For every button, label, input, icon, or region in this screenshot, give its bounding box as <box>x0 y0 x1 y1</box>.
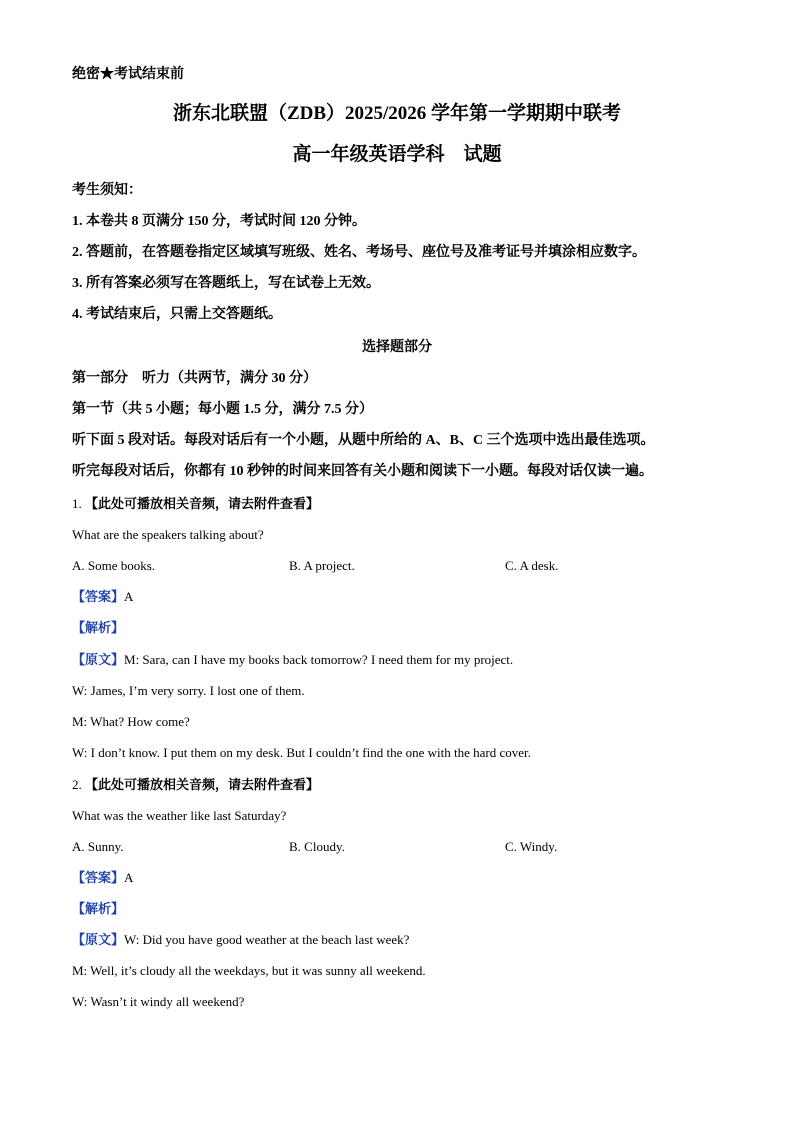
question-text: What are the speakers talking about? <box>72 527 264 542</box>
instruction: 听下面 5 段对话。每段对话后有一个小题，从题中所给的 A、B、C 三个选项中选出最佳选项。 <box>72 433 655 448</box>
transcript-line: W: James, I’m very sorry. I lost one of them. <box>72 683 305 698</box>
secret-label: 绝密★考试结束前 <box>72 67 184 82</box>
transcript-text: M: Sara, can I have my books back tomorrow? I need them for my project. <box>124 652 514 667</box>
answer-tag: 【答案】 <box>72 589 125 604</box>
transcript-line: W: I don’t know. I put them on my desk. But I couldn’t find the one with the hard cover. <box>72 745 531 760</box>
question-header <box>72 495 319 513</box>
notice-item: 2. 答题前，在答题卷指定区域填写班级、姓名、考场号、座位号及准考证号并填涂相应数字。 <box>72 245 646 260</box>
question-number: 2. <box>72 777 82 792</box>
subsection-heading: 第一节（共 5 小题；每小题 1.5 分，满分 7.5 分） <box>72 402 373 417</box>
question-number: 1. <box>72 496 82 511</box>
option-c: C. Windy. <box>505 839 558 854</box>
exam-title: 浙东北联盟（ZDB）2025/2026 学年第一学期期中联考 <box>172 103 622 124</box>
notice-item: 3. 所有答案必须写在答题纸上，写在试卷上无效。 <box>72 276 380 291</box>
option-b: B. A project. <box>289 558 355 573</box>
section-title: 选择题部分 <box>362 340 432 355</box>
transcript-text: W: Did you have good weather at the beach last week? <box>124 932 410 947</box>
transcript-line <box>72 651 513 669</box>
option-b: B. Cloudy. <box>289 839 345 854</box>
transcript-line: M: Well, it’s cloudy all the weekdays, but it was sunny all weekend. <box>72 963 426 978</box>
answer-value: A <box>124 870 134 885</box>
part-heading: 第一部分 听力（共两节，满分 30 分） <box>72 371 317 386</box>
transcript-line <box>72 931 409 949</box>
original-tag: 【原文】 <box>72 652 125 667</box>
answer-value: A <box>124 589 134 604</box>
notice-item: 4. 考试结束后，只需上交答题纸。 <box>72 307 282 322</box>
analysis-tag: 【解析】 <box>72 620 125 635</box>
analysis-line <box>72 900 124 918</box>
option-a: A. Some books. <box>72 558 156 573</box>
instruction: 听完每段对话后，你都有 10 秒钟的时间来回答有关小题和阅读下一小题。每段对话仅读一遍。 <box>72 464 653 479</box>
notice-item: 1. 本卷共 8 页满分 150 分，考试时间 120 分钟。 <box>72 214 366 229</box>
audio-link[interactable]: 【此处可播放相关音频，请去附件查看】 <box>85 777 320 792</box>
question-header <box>72 776 319 794</box>
answer-line <box>72 869 133 887</box>
option-a: A. Sunny. <box>72 839 124 854</box>
answer-line <box>72 588 133 606</box>
transcript-line: W: Wasn’t it windy all weekend? <box>72 994 245 1009</box>
notice-heading: 考生须知： <box>72 183 142 198</box>
analysis-tag: 【解析】 <box>72 901 125 916</box>
option-c: C. A desk. <box>505 558 559 573</box>
question-text: What was the weather like last Saturday? <box>72 808 287 823</box>
original-tag: 【原文】 <box>72 932 125 947</box>
analysis-line <box>72 619 124 637</box>
exam-subtitle: 高一年级英语学科 试题 <box>292 144 502 165</box>
answer-tag: 【答案】 <box>72 870 125 885</box>
transcript-line: M: What? How come? <box>72 714 190 729</box>
audio-link[interactable]: 【此处可播放相关音频，请去附件查看】 <box>85 496 320 511</box>
